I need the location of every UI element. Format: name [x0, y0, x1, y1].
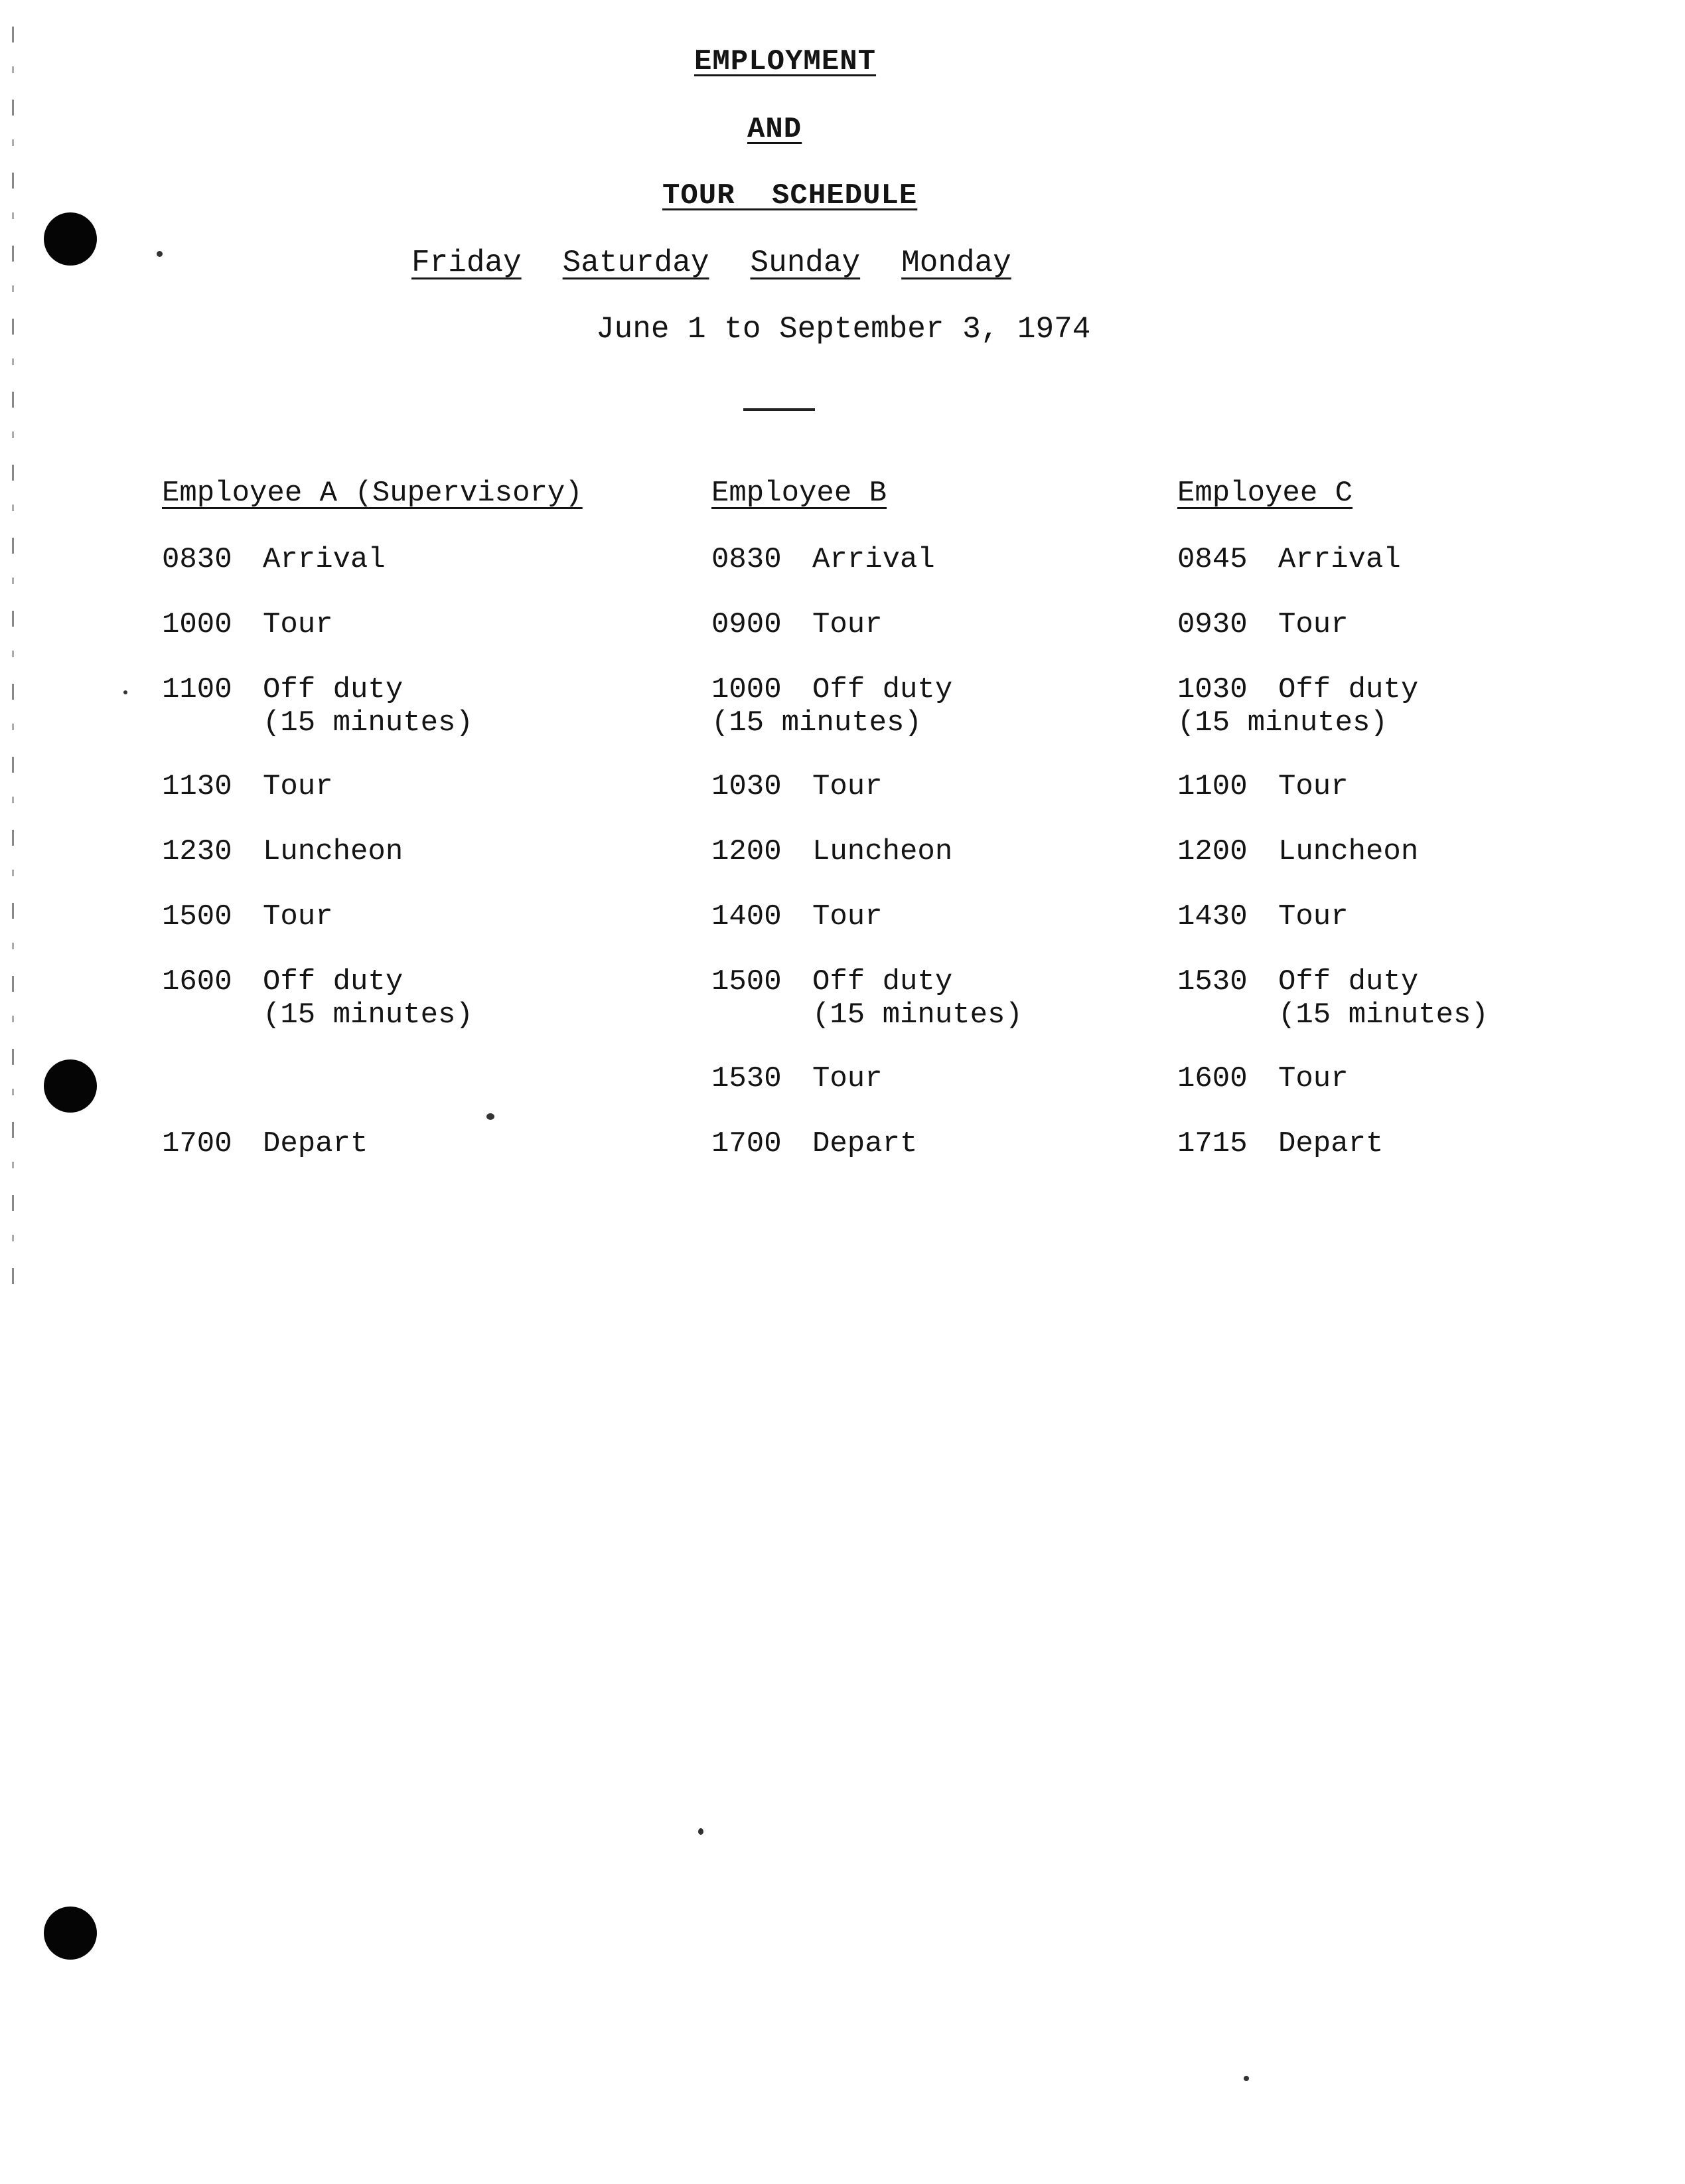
entry-time: 1700 [711, 1127, 782, 1160]
binder-hole-bottom [44, 1907, 97, 1960]
entry-time: 1500 [162, 900, 232, 933]
entry-activity: Depart [263, 1127, 368, 1160]
schedule-entry [1177, 1062, 1489, 1127]
entry-activity: Tour [1278, 900, 1349, 933]
schedule-entry [711, 1127, 1023, 1192]
entry-activity: Luncheon [1278, 835, 1419, 868]
employee-b-column [711, 477, 1023, 1192]
entry-time: 1530 [1177, 965, 1248, 998]
entry-activity: Arrival [1278, 543, 1401, 576]
entry-activity: Tour [1278, 608, 1349, 641]
entry-activity: Off duty [263, 965, 403, 998]
schedule-entry [711, 770, 1023, 835]
entry-activity: Luncheon [263, 835, 403, 868]
scan-speck [157, 251, 163, 257]
scan-speck [1244, 2076, 1249, 2081]
entry-time: 1200 [1177, 835, 1248, 868]
day-label: Saturday [562, 246, 709, 280]
title-employment: EMPLOYMENT [694, 45, 877, 78]
entry-activity: Tour [263, 770, 333, 803]
schedule-entry [711, 608, 1023, 673]
binder-hole-middle [44, 1059, 97, 1113]
entry-time: 0830 [711, 543, 782, 576]
entry-activity: Tour [812, 608, 883, 641]
entry-activity: Depart [1278, 1127, 1384, 1160]
entry-time: 1230 [162, 835, 232, 868]
entry-activity: Tour [812, 900, 883, 933]
schedule-entry [162, 673, 583, 770]
entry-activity: Tour [1278, 770, 1349, 803]
column-heading: Employee C [1177, 477, 1353, 510]
entry-time: 1700 [162, 1127, 232, 1160]
entry-time: 1100 [1177, 770, 1248, 803]
schedule-entry [1177, 608, 1489, 673]
entry-time: 1030 [1177, 673, 1248, 706]
day-label: Sunday [750, 246, 861, 280]
entry-activity: Tour [263, 608, 333, 641]
entry-time: 0830 [162, 543, 232, 576]
entry-note: (15 minutes) [812, 998, 1023, 1032]
blank-slot [162, 1062, 583, 1127]
schedule-entry [162, 770, 583, 835]
day-label: Friday [411, 246, 522, 280]
column-heading: Employee A (Supervisory) [162, 477, 583, 510]
entry-activity: Tour [263, 900, 333, 933]
title-and: AND [747, 113, 802, 146]
entry-time: 0900 [711, 608, 782, 641]
schedule-entry [1177, 965, 1489, 1062]
divider-rule [743, 408, 815, 411]
entry-activity: Tour [812, 770, 883, 803]
entry-note: (15 minutes) [263, 998, 473, 1032]
entry-note: (15 minutes) [263, 706, 473, 740]
entry-time: 1400 [711, 900, 782, 933]
schedule-entry [1177, 543, 1489, 608]
entry-time: 1530 [711, 1062, 782, 1095]
entry-time: 1000 [162, 608, 232, 641]
entry-time: 1000 [711, 673, 782, 706]
schedule-entry [162, 900, 583, 965]
date-range: June 1 to September 3, 1974 [596, 312, 1091, 347]
schedule-entry [711, 1062, 1023, 1127]
employee-c-column [1177, 477, 1489, 1192]
entry-time: 1200 [711, 835, 782, 868]
employee-a-column [162, 477, 583, 1192]
days-of-week [411, 246, 1053, 280]
schedule-entry [162, 965, 583, 1062]
entry-activity: Tour [1278, 1062, 1349, 1095]
entry-time: 1500 [711, 965, 782, 998]
binder-hole-top [44, 212, 97, 266]
entry-activity: Luncheon [812, 835, 953, 868]
entry-note: (15 minutes) [711, 706, 922, 740]
entry-time: 1715 [1177, 1127, 1248, 1160]
entry-time: 1600 [1177, 1062, 1248, 1095]
entry-time: 0930 [1177, 608, 1248, 641]
day-label: Monday [901, 246, 1011, 280]
entry-activity: Off duty [812, 965, 953, 998]
entry-time: 0845 [1177, 543, 1248, 576]
entry-note: (15 minutes) [1278, 998, 1489, 1032]
scan-speck [698, 1828, 703, 1835]
schedule-entry [162, 1127, 583, 1192]
entry-time: 1030 [711, 770, 782, 803]
schedule-entry [162, 543, 583, 608]
entry-activity: Arrival [263, 543, 386, 576]
schedule-entry [1177, 835, 1489, 900]
entry-activity: Tour [812, 1062, 883, 1095]
scan-speck [123, 690, 127, 694]
entry-activity: Depart [812, 1127, 918, 1160]
schedule-entry [1177, 770, 1489, 835]
title-tour-schedule: TOUR SCHEDULE [662, 179, 918, 212]
schedule-entry [711, 835, 1023, 900]
entry-time: 1430 [1177, 900, 1248, 933]
entry-activity: Arrival [812, 543, 935, 576]
schedule-entry [711, 965, 1023, 1062]
schedule-entry [162, 608, 583, 673]
schedule-entry [1177, 1127, 1489, 1192]
schedule-entry [162, 835, 583, 900]
entry-activity: Off duty [263, 673, 403, 706]
entry-activity: Off duty [1278, 965, 1419, 998]
schedule-entry [711, 900, 1023, 965]
column-heading: Employee B [711, 477, 887, 510]
schedule-entry [711, 543, 1023, 608]
entry-time: 1130 [162, 770, 232, 803]
entry-activity: Off duty [812, 673, 953, 706]
scan-edge-mark [12, 27, 14, 1288]
entry-note: (15 minutes) [1177, 706, 1388, 740]
schedule-entry [1177, 900, 1489, 965]
entry-time: 1100 [162, 673, 232, 706]
schedule-entry [711, 673, 1023, 770]
entry-activity: Off duty [1278, 673, 1419, 706]
entry-time: 1600 [162, 965, 232, 998]
schedule-entry [1177, 673, 1489, 770]
